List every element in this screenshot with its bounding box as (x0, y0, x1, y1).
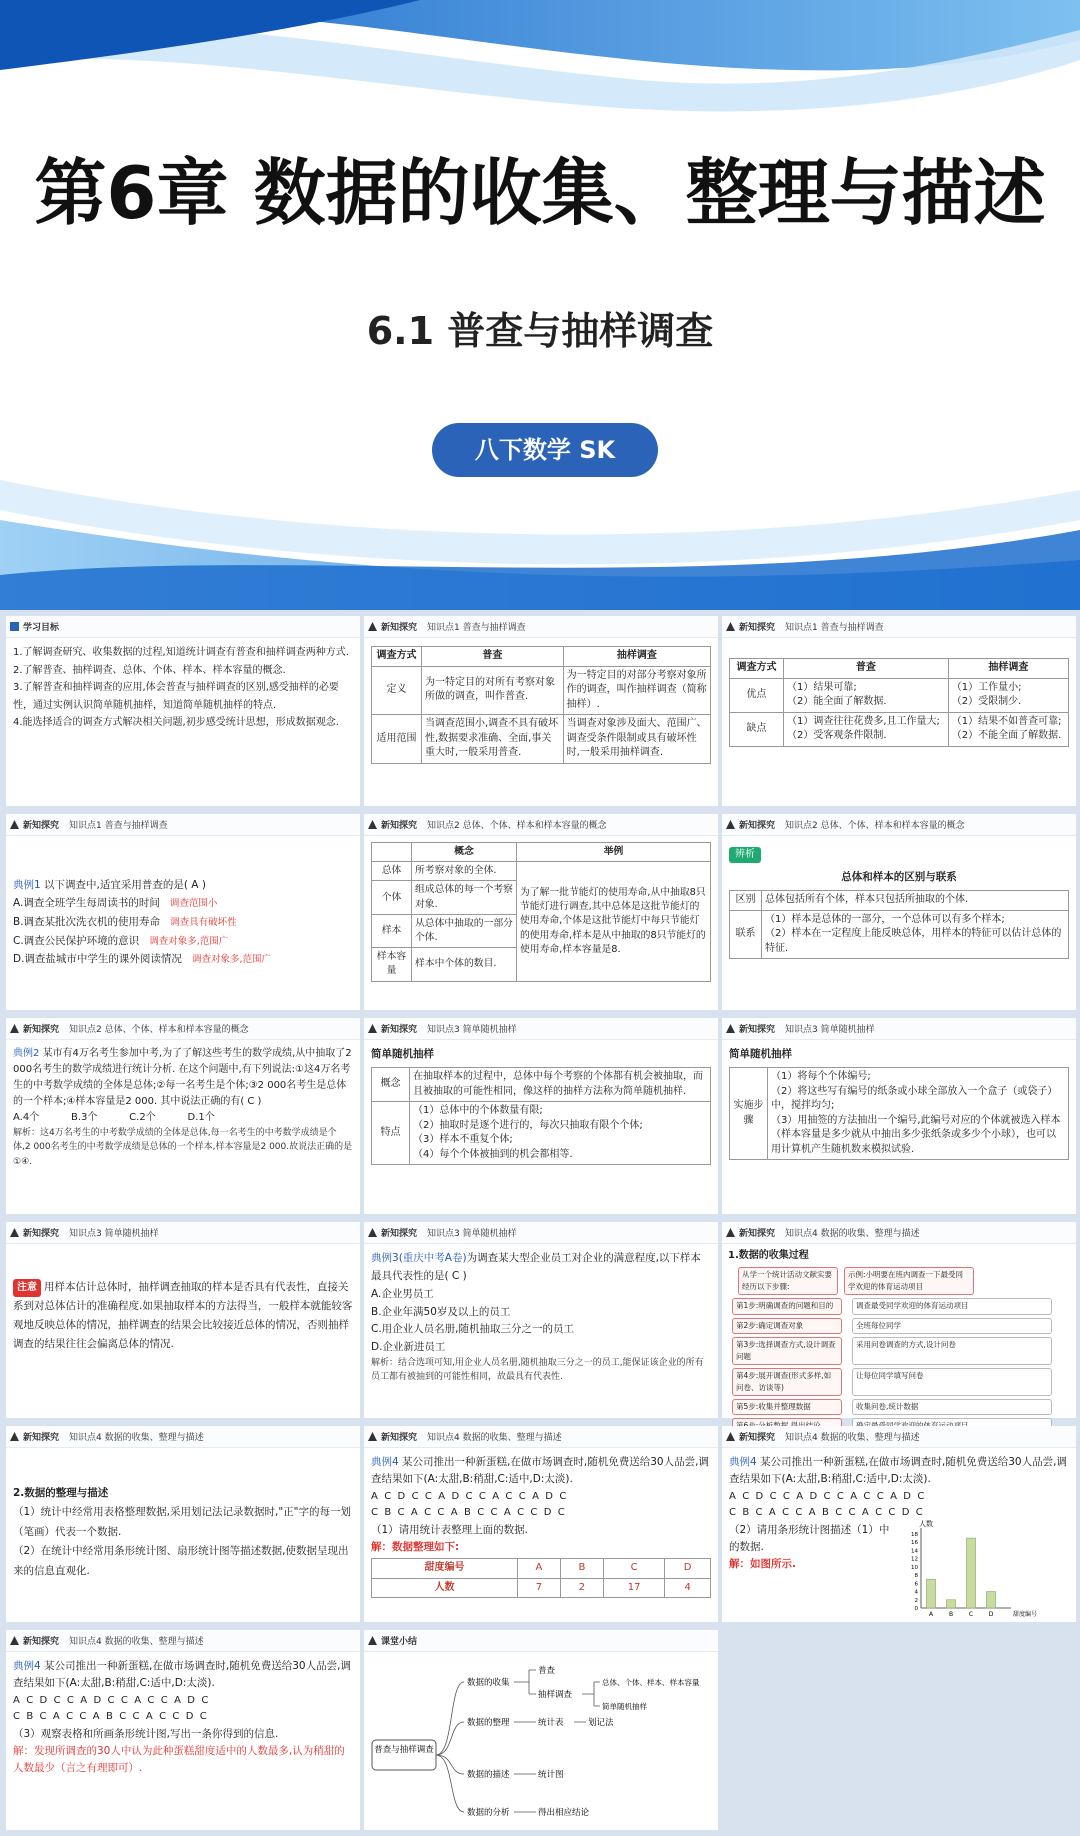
option-c: C.调查公民保护环境的意识 (13, 934, 140, 947)
option-a: A.企业男员工 (371, 1287, 434, 1300)
mindmap-node: 数据的描述 (467, 1770, 510, 1780)
row-label: 实施步骤 (730, 1068, 768, 1160)
rocket-icon (10, 820, 19, 829)
slide-example-2 (6, 1018, 360, 1214)
data-sequence: C B C A C C A B C C A C C D C (729, 1507, 923, 1519)
cover-subtitle: 6.1 普查与抽样调查 (366, 309, 714, 353)
x-axis-label: 甜度编号 (1013, 1610, 1038, 1618)
mindmap-leaf: 统计图 (538, 1770, 564, 1780)
header-label: 新知探究 (739, 623, 776, 633)
slide-data-collection-process (722, 1222, 1076, 1418)
step-item: （3）用抽签的方法抽出一个编号,此编号对应的个体就被选入样本（样本容量是多少就从中抽出多少张纸条或多少个小球），也可以用计算机产生随机数来模拟试验. (771, 1114, 1061, 1155)
slide-header (722, 1426, 1076, 1448)
table-header: 抽样调查 (563, 647, 710, 667)
feature-item: （2）抽取时是逐个进行的，每次只抽取有限个个体; (413, 1119, 643, 1131)
rocket-icon (10, 1432, 19, 1441)
example-question: 某公司推出一种新蛋糕,在做市场调查时,随机免费送给30人品尝,调查结果如下(A:太甜,B:稍甜,C:适中,D:太淡). (371, 1456, 709, 1486)
table-cell: 2 (560, 1578, 603, 1598)
rocket-icon (726, 1024, 735, 1033)
example-label: 典例4 (371, 1456, 399, 1468)
bar-chart (899, 1519, 1049, 1622)
slide-example-3 (364, 1222, 718, 1418)
header-topic: 知识点3 简单随机抽样 (427, 1025, 517, 1035)
slide-example-4-part-3 (6, 1630, 360, 1830)
slide-header (722, 1222, 1076, 1244)
y-tick-label: 16 (911, 1539, 918, 1546)
section-title: 2.数据的整理与描述 (13, 1487, 109, 1499)
slide-header (364, 1426, 718, 1448)
solution-text: 解：发现所调查的30人中认为此种蛋糕甜度适中的人数最多,认为稍甜的人数最少（言之有理即可）. (13, 1744, 345, 1775)
analysis-tag: 辨析 (729, 847, 761, 863)
table-cell: （1）结果可靠; (787, 681, 857, 693)
note-text: 用样本估计总体时，抽样调查抽取的样本是否具有代表性，直接关系到对总体估计的准确程度.如果抽取样本的方法得当，一般样本就能较客观地反映总体的情况，抽样调查的结果会比较接近总体的情况，否则抽样调查的结果往往会偏离总体的情况. (13, 1281, 353, 1350)
table-header: 抽样调查 (948, 659, 1068, 679)
data-sequence: C B C A C C A B C C A C C D C (371, 1507, 565, 1519)
y-tick-label: 2 (914, 1597, 918, 1604)
header-label: 新知探究 (381, 1229, 418, 1239)
slide-header (6, 1222, 360, 1244)
comparison-table (371, 646, 711, 764)
header-topic: 知识点2 总体、个体、样本和样本容量的概念 (427, 821, 607, 831)
flow-box: 示例:小明要在班内调查一下最受同学欢迎的体育运动项目 (844, 1267, 974, 1295)
step-item: （1）将每个个体编号; (771, 1071, 871, 1082)
row-label: 人数 (372, 1578, 518, 1598)
header-label: 新知探究 (739, 1229, 776, 1239)
header-label: 新知探究 (739, 821, 776, 831)
table-cell: （1）调查往往花费多,且工作量大; (787, 715, 940, 727)
slide-header (6, 1426, 360, 1448)
table-header: B (560, 1559, 603, 1579)
mindmap-leaf: 划记法 (588, 1718, 614, 1728)
paragraph: （2）在统计中经常用条形统计图、扇形统计图等描述数据,使数据呈现出来的信息直观化. (13, 1545, 349, 1577)
row-label: 总体 (372, 862, 412, 881)
y-tick-label: 8 (914, 1572, 918, 1579)
slide-header (364, 1018, 718, 1040)
bar (947, 1599, 956, 1607)
header-topic: 知识点1 普查与抽样调查 (69, 821, 168, 831)
example-solution: 解析：结合选项可知,用企业人员名册,随机抽取三分之一的员工,能保证该企业的所有员工都有被抽到的可能性相同，故最具有代表性. (371, 1358, 704, 1382)
header-label: 学习目标 (23, 623, 60, 633)
header-label: 新知探究 (381, 1433, 418, 1443)
solution-text: 解：如图所示. (729, 1558, 796, 1571)
note-badge: 注意 (13, 1279, 41, 1297)
slide-header (722, 1018, 1076, 1040)
row-label: 联系 (730, 910, 762, 959)
header-label: 新知探究 (381, 623, 418, 633)
rocket-icon (726, 820, 735, 829)
bar (967, 1538, 976, 1608)
mindmap-node: 数据的收集 (467, 1678, 510, 1688)
header-topic: 知识点4 数据的收集、整理与描述 (785, 1229, 920, 1239)
slide-population-concepts (364, 814, 718, 1010)
table-cell: 总体包括所有个体，样本只包括所抽取的个体. (762, 891, 1069, 911)
feature-item: （3）样本不重复个体; (413, 1134, 513, 1145)
goal-item: 4.能选择适合的调查方式解决相关问题,初步感受统计思想，形成数据观念. (13, 717, 339, 728)
bookmark-icon (10, 622, 19, 631)
table-cell: （2）受限制少. (951, 696, 1022, 707)
row-label: 定义 (372, 666, 422, 715)
example-options: A.4个 B.3个 C.2个 D.1个 (13, 1112, 215, 1123)
rocket-icon (726, 1228, 735, 1237)
slide-header (6, 1630, 360, 1652)
data-sequence: C B C A C C A B C C A C C D C (13, 1711, 207, 1723)
mindmap-leaf: 简单随机抽样 (602, 1702, 647, 1711)
flow-detail: 采用问卷调查的方式,设计问卷 (852, 1337, 1052, 1365)
header-topic: 知识点4 数据的收集、整理与描述 (785, 1433, 920, 1443)
cover-slide (0, 0, 1080, 610)
x-tick-label: D (988, 1610, 994, 1618)
row-label: 概念 (372, 1068, 410, 1102)
summary-mind-map (364, 1652, 718, 1830)
y-tick-label: 10 (911, 1564, 918, 1571)
x-tick-label: C (968, 1610, 974, 1618)
slide-example-1 (6, 814, 360, 1010)
table-cell: 当调查范围小,调查不具有破坏性,数据要求准确、全面,事关重大时,一般采用普查. (422, 715, 564, 764)
table-cell: 样本中个体的数目. (412, 948, 517, 981)
table-cell: 为一特定目的对部分考察对象所作的调查，叫作抽样调查（简称抽样）. (563, 666, 710, 715)
table-cell: 17 (604, 1578, 665, 1598)
rocket-icon (368, 1228, 377, 1237)
slide-data-organization (6, 1426, 360, 1622)
goal-item: 2.了解普查、抽样调查、总体、个体、样本、样本容量的概念. (13, 664, 286, 676)
data-sequence: A C D C C A D C C A C C A D C (13, 1694, 209, 1706)
solution-text: 解：数据整理如下: (371, 1540, 460, 1553)
flow-detail: 收集问卷,统计数据 (852, 1399, 1052, 1415)
section-title: 简单随机抽样 (729, 1048, 792, 1060)
mindmap-leaf: 得出相应结论 (538, 1808, 590, 1818)
row-label: 个体 (372, 881, 412, 914)
header-topic: 知识点1 普查与抽样调查 (427, 623, 526, 633)
slide-sampling-note (6, 1222, 360, 1418)
slide-header (722, 814, 1076, 836)
slide-header (6, 616, 360, 638)
header-label: 新知探究 (23, 1433, 60, 1443)
table-cell: （2）样本在一定程度上能反映总体，用样本的特征可以估计总体的特征. (765, 928, 1062, 954)
slide-simple-random-sampling-2 (722, 1018, 1076, 1214)
table-header: 举例 (517, 843, 711, 862)
header-label: 新知探究 (381, 1025, 418, 1035)
mindmap-leaf: 总体、个体、样本、样本容量 (602, 1678, 700, 1687)
rocket-icon (726, 1432, 735, 1441)
table-header: 概念 (412, 843, 517, 862)
slide-simple-random-sampling-1 (364, 1018, 718, 1214)
bar (927, 1579, 936, 1608)
y-tick-label: 18 (911, 1531, 918, 1538)
y-tick-label: 4 (914, 1589, 918, 1596)
row-label: 适用范围 (372, 715, 422, 764)
example-question: 某公司推出一种新蛋糕,在做市场调查时,随机免费送给30人品尝,调查结果如下(A:太甜,B:稍甜,C:适中,D:太淡). (13, 1660, 351, 1690)
rocket-icon (368, 820, 377, 829)
option-d: D.调查盐城市中学生的课外阅读情况 (13, 953, 182, 966)
pros-cons-table (729, 658, 1069, 747)
table-title: 总体和样本的区别与联系 (841, 871, 957, 884)
slide-header (722, 616, 1076, 638)
feature-item: （4）每个个体被抽到的机会都相等. (413, 1148, 573, 1160)
table-cell: 7 (517, 1578, 560, 1598)
flow-step: 第5步:收集并整理数据 (732, 1399, 842, 1415)
slide-header (364, 1222, 718, 1244)
y-tick-label: 0 (914, 1605, 918, 1612)
flow-detail: 调查最受同学欢迎的体育运动项目 (852, 1298, 1052, 1314)
sampling-table (371, 1067, 711, 1165)
section-title: 1.数据的收集过程 (728, 1250, 809, 1261)
slide-census-vs-sampling-1 (364, 616, 718, 806)
option-note: 调查具有破坏性 (170, 917, 237, 928)
flow-step: 第2步:确定调查对象 (732, 1318, 842, 1334)
table-cell: （1）工作量小; (951, 681, 1022, 693)
section-title: 简单随机抽样 (371, 1048, 434, 1060)
table-header: C (604, 1559, 665, 1579)
option-note: 调查范围小 (169, 898, 218, 910)
steps-table (729, 1067, 1069, 1160)
sub-question: （1）请用统计表整理上面的数据. (371, 1523, 529, 1536)
table-header: 调查方式 (372, 647, 422, 667)
header-topic: 知识点3 简单随机抽样 (427, 1229, 517, 1239)
example-label: 典例4 (13, 1660, 41, 1672)
option-d: D.企业新进员工 (371, 1341, 446, 1354)
option-note: 调查对象多,范围广 (191, 954, 271, 966)
data-sequence: A C D C C A D C C A C C A D C (371, 1490, 567, 1502)
flow-detail: 全班每位同学 (852, 1318, 1052, 1334)
table-cell: （1）样本是总体的一部分，一个总体可以有多个样本; (765, 913, 1005, 925)
slide-header (364, 1630, 718, 1652)
header-topic: 知识点4 数据的收集、整理与描述 (69, 1433, 204, 1443)
header-label: 新知探究 (23, 1229, 60, 1239)
rocket-icon (368, 1432, 377, 1441)
table-header: 普查 (784, 659, 949, 679)
table-cell: 从总体中抽取的一部分个体. (412, 914, 517, 947)
rocket-icon (368, 1024, 377, 1033)
example-question: 为调查某大型企业员工对企业的满意程度,以下样本最具代表性的是( C ) (371, 1252, 701, 1282)
y-tick-label: 14 (911, 1548, 918, 1555)
table-cell: 4 (665, 1578, 711, 1598)
frequency-table (371, 1558, 711, 1598)
rocket-icon (10, 1024, 19, 1033)
step-item: （2）将这些写有编号的纸条或小球全部放入一个盒子（或袋子）中，搅拌均匀; (771, 1085, 1058, 1111)
example-question: 以下调查中,适宜采用普查的是( A ) (44, 879, 206, 891)
option-b: B.调查某批次洗衣机的使用寿命 (13, 916, 161, 928)
slide-population-vs-sample (722, 814, 1076, 1010)
table-cell: （2）能全面了解数据. (787, 696, 887, 707)
header-label: 新知探究 (23, 1025, 60, 1035)
sub-question: （3）观察表格和所画条形统计图,写出一条你得到的信息. (13, 1727, 279, 1740)
header-label: 新知探究 (23, 1637, 60, 1647)
table-cell: 所考察对象的全体. (412, 862, 517, 881)
table-cell: 在抽取样本的过程中，总体中每个考察的个体都有机会被抽取，而且被抽取的可能性相同，像这样的抽样方法称为简单随机抽样. (410, 1068, 711, 1102)
example-label: 典例3 (371, 1252, 399, 1264)
slide-example-4-part-2 (722, 1426, 1076, 1622)
header-topic: 知识点2 总体、个体、样本和样本容量的概念 (785, 821, 965, 831)
mindmap-leaf: 普查 (538, 1666, 556, 1676)
rocket-icon (368, 622, 377, 631)
header-topic: 知识点3 简单随机抽样 (69, 1229, 159, 1239)
bar (987, 1591, 996, 1607)
header-label: 新知探究 (739, 1433, 776, 1443)
table-cell: 当调查对象涉及面大、范围广、调查受条件限制或具有破坏性时,一般采用抽样调查. (563, 715, 710, 764)
rocket-icon (10, 1228, 19, 1237)
concept-table (371, 842, 711, 982)
header-topic: 知识点3 简单随机抽样 (785, 1025, 875, 1035)
header-topic: 知识点2 总体、个体、样本和样本容量的概念 (69, 1025, 249, 1035)
slide-example-4-part-1 (364, 1426, 718, 1622)
table-header: D (665, 1559, 711, 1579)
table-header: 普查 (422, 647, 564, 667)
y-tick-label: 12 (911, 1556, 918, 1563)
rocket-icon (10, 1636, 19, 1645)
mindmap-leaf: 统计表 (538, 1718, 564, 1728)
example-label: 典例4 (729, 1456, 757, 1468)
slide-learning-goals (6, 616, 360, 806)
feature-item: （1）总体中的个体数量有限; (413, 1105, 543, 1116)
rocket-icon (368, 1636, 377, 1645)
row-label: 样本 (372, 914, 412, 947)
header-label: 课堂小结 (381, 1637, 418, 1647)
grade-badge: 八下数学 SK (432, 423, 658, 477)
relation-table (729, 890, 1069, 959)
x-tick-label: A (928, 1610, 934, 1618)
example-question: 某公司推出一种新蛋糕,在做市场调查时,随机免费送给30人品尝,调查结果如下(A:太甜,B:稍甜,C:适中,D:太淡). (729, 1456, 1067, 1486)
row-label: 区别 (730, 891, 762, 911)
mindmap-root: 普查与抽样调查 (374, 1745, 434, 1755)
option-b: B.企业年满50岁及以上的员工 (371, 1305, 511, 1318)
table-cell: （1）结果不如普查可靠; (951, 715, 1062, 727)
example-label: 典例2 (13, 1048, 40, 1059)
row-label: 优点 (730, 678, 784, 712)
data-sequence: A C D C C A D C C A C C A D C (729, 1490, 925, 1502)
slide-header (364, 616, 718, 638)
header-topic: 知识点4 数据的收集、整理与描述 (427, 1433, 562, 1443)
example-question: 某市有4万名考生参加中考,为了了解这些考生的数学成绩,从中抽取了2 000名考生的数学成绩进行统计分析. 在这个问题中,有下列说法:①这4万名考生的中考数学成绩的全体是总体;②每一名考生是个体;③2 000名考生是总体的一个样本;④样本容量是2 000. 其中说法正确的有( C ) (13, 1048, 352, 1107)
flow-detail: 让每位同学填写问卷 (852, 1368, 1052, 1396)
example-label: 典例1 (13, 879, 41, 891)
flow-box: 从学一个统计活动文献实要经历以下步骤: (738, 1267, 838, 1295)
goal-item: 3.了解普查和抽样调查的应用,体会普查与抽样调查的区别,感受抽样的必要性，通过实例认识简单随机抽样，知道简单随机抽样的特点. (13, 682, 339, 711)
table-cell: 为一特定目的对所有考察对象所做的调查，叫作普查. (422, 666, 564, 715)
header-label: 新知探究 (23, 821, 60, 831)
slide-header (6, 814, 360, 836)
slide-header (364, 814, 718, 836)
sub-question: （2）请用条形统计图描述（1）中的数据. (729, 1523, 890, 1553)
option-note: 调查对象多,范围广 (149, 935, 229, 947)
flow-step: 第4步:展开调查(形式多样,如问卷、访谈等) (732, 1368, 842, 1396)
mindmap-node: 数据的分析 (467, 1808, 510, 1818)
flow-step: 第3步:选择调查方式,设计调查问题 (732, 1337, 842, 1365)
slide-census-vs-sampling-2 (722, 616, 1076, 806)
example-solution: 解析：这4万名考生的中考数学成绩的全体是总体,每一名考生的中考数学成绩是个体,2 000名考生的中考数学成绩是总体的一个样本,样本容量是2 000.故说法正确的是①④. (13, 1128, 353, 1167)
paragraph: （1）统计中经常用表格整理数据,采用划记法记录数据时,"正"字的每一划（笔画）代表一个数据. (13, 1506, 352, 1538)
rocket-icon (726, 622, 735, 631)
table-header: 甜度编号 (372, 1559, 518, 1579)
y-tick-label: 6 (914, 1580, 918, 1587)
mindmap-leaf: 抽样调查 (538, 1690, 573, 1700)
row-label: 样本容量 (372, 948, 412, 981)
x-tick-label: B (948, 1610, 954, 1618)
table-header: A (517, 1559, 560, 1579)
table-cell: （2）不能全面了解数据. (951, 730, 1062, 741)
table-cell: 组成总体的每一个考察对象. (412, 881, 517, 914)
header-label: 新知探究 (381, 821, 418, 831)
slide-header (6, 1018, 360, 1040)
row-label: 缺点 (730, 712, 784, 746)
y-axis-label: 人数 (919, 1519, 933, 1528)
slide-class-summary (364, 1630, 718, 1830)
example-source: (重庆中考A卷) (398, 1252, 467, 1264)
table-cell: （2）受客观条件限制. (787, 730, 887, 741)
option-c: C.用企业人员名册,随机抽取三分之一的员工 (371, 1323, 575, 1336)
row-label: 特点 (372, 1102, 410, 1165)
header-label: 新知探究 (739, 1025, 776, 1035)
flow-step: 第1步:明确调查的问题和目的 (732, 1298, 842, 1314)
header-topic: 知识点1 普查与抽样调查 (785, 623, 884, 633)
table-header: 调查方式 (730, 659, 784, 679)
goal-item: 1.了解调查研究、收集数据的过程,知道统计调查有普查和抽样调查两种方式. (13, 647, 349, 658)
header-topic: 知识点4 数据的收集、整理与描述 (69, 1637, 204, 1647)
example-cell: 为了解一批节能灯的使用寿命,从中抽取8只节能灯进行调查,其中总体是这批节能灯的使用寿命,个体是这批节能灯中每只节能灯的使用寿命,样本是从中抽取的8只节能灯的使用寿命,样本容量是8. (517, 862, 711, 981)
mindmap-node: 数据的整理 (467, 1718, 510, 1728)
option-a: A.调查全班学生每周读书的时间 (13, 897, 160, 910)
cover-title: 第6章 数据的收集、整理与描述 (34, 151, 1046, 235)
